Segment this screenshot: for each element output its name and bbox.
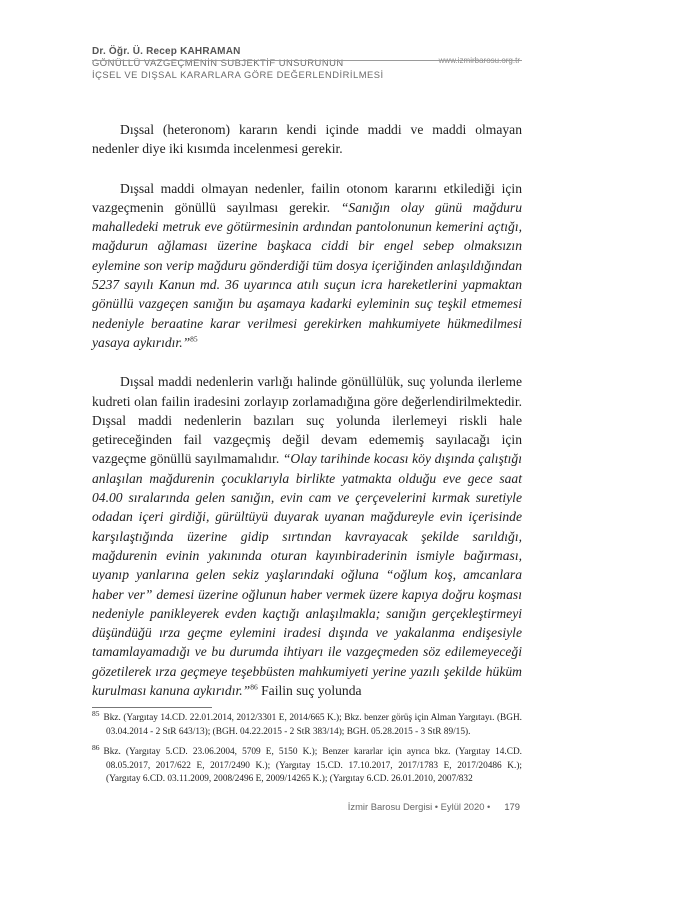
footnote-85 <box>92 708 522 739</box>
author-name: Dr. Öğr. Ü. Recep KAHRAMAN <box>92 46 241 57</box>
footnotes <box>92 708 522 794</box>
footnote-ref-86[interactable]: 86 <box>250 682 258 692</box>
footnote-86-number: 86 <box>92 743 100 753</box>
footnote-divider <box>92 707 212 708</box>
page-footer <box>348 801 520 812</box>
paragraph-3-tail: Failin suç yolunda <box>257 683 362 699</box>
court-quote-1: “Sanığın olay günü mağduru mahalledeki metruk eve götürmesinin ardından pantolonunun kemerini açtığı, mağdurun ağlaması üzerine başkaca ciddi bir engel sebep olmaksızın eylemine son verip mağduru gönderdiği tüm dosya içeriğinden anlaşıldığından 5237 sayılı Kanun md. 36 uyarınca atılı suçun icra hareketlerini yapmaktan gönüllü vazgeçen sanığın bu aşamaya kadarki eyleminin suç teşkil etmemesi nedeniyle beraatine karar verilmesi gerekirken mahkumiyete hükmedilmesi yasaya aykırıdır.” <box>92 199 523 350</box>
body-text <box>92 120 522 700</box>
footnote-86 <box>92 743 522 787</box>
journal-name: İzmir Barosu Dergisi • Eylül 2020 • <box>347 801 491 812</box>
article-title-line-2: İÇSEL VE DIŞSAL KARARLARA GÖRE DEĞERLENDİRİLMESİ <box>92 69 384 80</box>
header-divider <box>92 60 522 61</box>
paragraph-3-intro: Dışsal maddi nedenlerin varlığı halinde gönüllülük, suç yolunda ilerleme kudreti olan failin iradesini zorlayıp zorlamadığına göre değerlendirilmektedir. Dışsal maddi nedenlerin bazıları suç yolunda ilerlemeyi riskli hale getireceğinden fail vazgeçmiş değil devam edememiş sayılacağı için vazgeçme gönüllü sayılmamalıdır. <box>92 374 522 467</box>
paragraph-2-intro: Dışsal maddi olmayan nedenler, failin otonom kararını etkilediği için vazgeçmenin gönüllü sayılması gerekir. <box>92 180 522 215</box>
page-number: 179 <box>504 801 520 812</box>
footnote-85-number: 85 <box>92 708 100 718</box>
paragraph-3 <box>92 372 522 700</box>
footnote-85-text: Bkz. (Yargıtay 14.CD. 22.01.2014, 2012/3301 E, 2014/665 K.); Bkz. benzer görüş için Alman Yargıtayı. (BGH. 03.04.2014 - 2 StR 643/13); (BGH. 04.22.2015 - 2 StR 383/14); BGH. 05.28.2015 - 3 StR 89/15). <box>103 713 522 737</box>
footnote-86-text: Bkz. (Yargıtay 5.CD. 23.06.2004, 5709 E, 5150 K.); Benzer kararlar için ayrıca bkz. (Yargıtay 14.CD. 08.05.2017, 2017/622 E, 2017/2490 K.); (Yargıtay 15.CD. 17.10.2017, 2017/1783 E, 2017/20486 K.); (Yargıtay 6.CD. 03.11.2009, 2008/2496 E, 2009/14265 K.); (Yargıtay 6.CD. 26.01.2010, 2007/832 <box>103 747 522 785</box>
paragraph-1: Dışsal (heteronom) kararın kendi içinde maddi ve maddi olmayan nedenler diye iki kısımda incelenmesi gerekir. <box>92 122 522 157</box>
footnote-ref-85[interactable]: 85 <box>190 334 198 344</box>
paragraph-2 <box>92 179 522 353</box>
article-title-line-1: GÖNÜLLÜ VAZGEÇMENİN SUBJEKTİF UNSURUNUN <box>92 57 344 68</box>
website-url: www.izmirbarosu.org.tr <box>438 56 520 65</box>
court-quote-2: “Olay tarihinde kocası köy dışında çalıştığı anlaşılan mağdurenin çocuklarıyla birlikte yatmakta olduğu eve gece saat 04.00 sıralarında gelen sanığın, evin cam ve çerçevelerini kırmak suretiyle odadan içeri girdiği, gürültüyü duyarak uyanan mağdureyle evin içerisinde karşılaştığında üzerine gidip sırtından kavrayacak şekilde sarıldığı, mağdurenin evinin yakınında oturan kayınbiraderinin ismiyle bağırması, uyanıp yanlarına gelen sekiz yaşlarındaki oğluna “oğlum koş, amcanlara haber ver” demesi üzerine oğlunun haber vermek üzere kapıya doğru koşması nedeniyle panikleyerek evden kaçtığı anlaşılmakla; sanığın gerçekleştirmeyi düşündüğü ırza geçme eylemini iradesi dışında ve yakalanma endişesiyle tamamlayamadığı ve bu durumda ihtiyarı ile vazgeçmeden söz edilemeyeceği gözetilerek ırza geçmeye teşebbüsten mahkumiyeti yerine yazılı şekilde hüküm kurulması kanuna aykırıdır.” <box>92 451 522 699</box>
